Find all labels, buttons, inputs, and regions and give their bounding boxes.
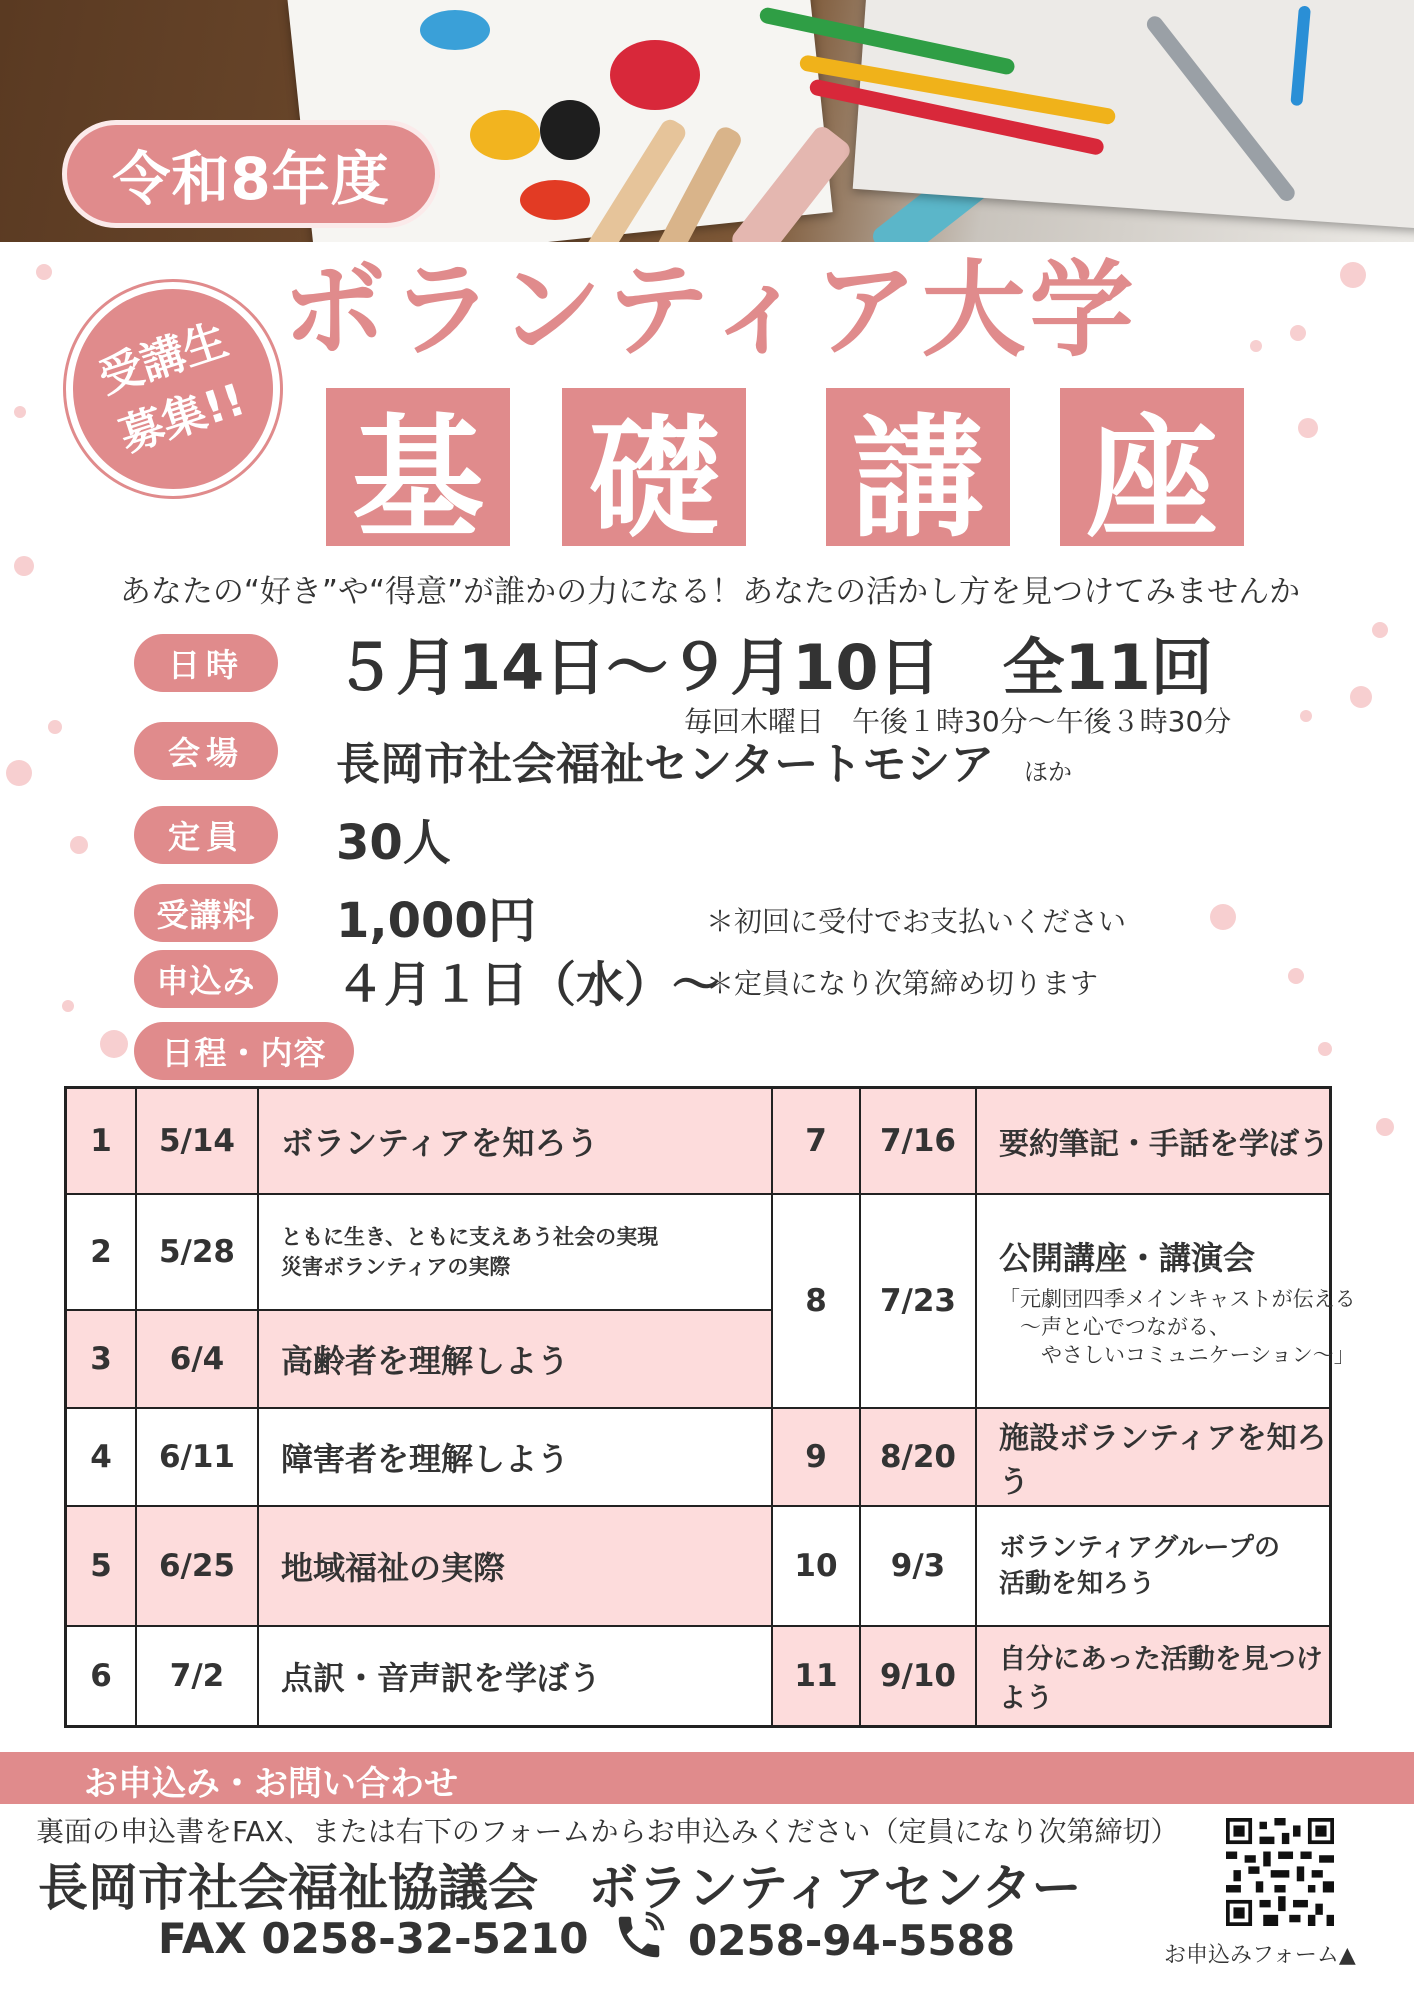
row-6-date: 7/2 bbox=[137, 1627, 259, 1725]
row-7-title: 要約筆記・手話を学ぼう bbox=[977, 1089, 1329, 1195]
application-label: 申込み bbox=[134, 950, 278, 1008]
application-note: ＊定員になり次第締め切ります bbox=[706, 967, 1099, 1000]
date-value: ５月14日〜９月10日 全11回 bbox=[334, 631, 1213, 704]
recruit-badge bbox=[38, 254, 308, 524]
year-badge: 令和8年度 bbox=[62, 120, 440, 228]
schedule-table bbox=[64, 1086, 1356, 1728]
row-6-no: 6 bbox=[67, 1627, 137, 1725]
row-2-title-line1: ともに生き、ともに支えあう社会の実現 bbox=[281, 1225, 659, 1249]
main-title: ボランティア大学 bbox=[282, 249, 1138, 371]
row-11-title: 自分にあった活動を見つけよう bbox=[977, 1627, 1329, 1725]
row-9-no: 9 bbox=[773, 1409, 861, 1507]
subtitle-char-3: 講 bbox=[826, 388, 1010, 546]
row-1-no: 1 bbox=[67, 1089, 137, 1195]
row-7-date: 7/16 bbox=[861, 1089, 977, 1195]
row-9-title: 施設ボランティアを知ろう bbox=[977, 1409, 1329, 1507]
row-1-title: ボランティアを知ろう bbox=[259, 1089, 773, 1195]
qr-caption: お申込みフォーム▲ bbox=[1164, 1943, 1356, 1968]
row-3-no: 3 bbox=[67, 1311, 137, 1409]
decor-dot bbox=[1290, 325, 1306, 341]
subtitle-char-1: 基 bbox=[326, 388, 510, 546]
row-10-title-line1: ボランティアグループの bbox=[999, 1533, 1281, 1563]
decor-dot bbox=[14, 556, 34, 576]
paint-blob-blue bbox=[420, 10, 490, 50]
decor-dot bbox=[1318, 1042, 1332, 1056]
row-8-date: 7/23 bbox=[861, 1195, 977, 1409]
recruit-badge-line1: 受講生 bbox=[92, 314, 234, 404]
venue-suffix: ほか bbox=[1024, 758, 1072, 786]
qr-code-icon[interactable] bbox=[1226, 1818, 1334, 1926]
row-10-title-line2: 活動を知ろう bbox=[999, 1569, 1156, 1599]
venue-value: 長岡市社会福祉センタートモシア bbox=[336, 739, 995, 790]
organization-name: 長岡市社会福祉協議会 ボランティアセンター bbox=[38, 1859, 1082, 1917]
row-5-title: 地域福祉の実際 bbox=[259, 1507, 773, 1627]
fee-label: 受講料 bbox=[134, 884, 278, 942]
capacity-label: 定員 bbox=[134, 806, 278, 864]
paint-blob-orange bbox=[520, 180, 590, 220]
row-8-content bbox=[977, 1195, 1356, 1409]
fax-number: FAX 0258-32-5210 bbox=[158, 1914, 589, 1963]
row-6-title: 点訳・音声訳を学ぼう bbox=[259, 1627, 773, 1725]
decor-dot bbox=[1300, 710, 1312, 722]
decor-dot bbox=[1372, 622, 1388, 638]
row-10-no: 10 bbox=[773, 1507, 861, 1627]
application-value: ４月１日（水）〜 bbox=[336, 957, 721, 1013]
row-11-no: 11 bbox=[773, 1627, 861, 1725]
tel-number: 0258-94-5588 bbox=[688, 1916, 1016, 1965]
subtitle-char-4: 座 bbox=[1060, 388, 1244, 546]
row-8-no: 8 bbox=[773, 1195, 861, 1409]
fee-value: 1,000円 bbox=[336, 893, 536, 949]
paint-blob-black bbox=[540, 100, 600, 160]
row-5-no: 5 bbox=[67, 1507, 137, 1627]
row-10-title bbox=[977, 1507, 1329, 1627]
row-2-no: 2 bbox=[67, 1195, 137, 1311]
tagline: あなたの“好き”や“得意”が誰かの力になる！あなたの活かし方を見つけてみませんか bbox=[119, 574, 1301, 610]
decor-dot bbox=[1340, 262, 1366, 288]
contact-note: 裏面の申込書をFAX、または右下のフォームからお申込みください（定員になり次第締切） bbox=[36, 1815, 1179, 1848]
venue-label: 会場 bbox=[134, 722, 278, 780]
decor-dot bbox=[1350, 686, 1372, 708]
decor-dot bbox=[48, 720, 62, 734]
row-1-date: 5/14 bbox=[137, 1089, 259, 1195]
row-4-title: 障害者を理解しよう bbox=[259, 1409, 773, 1507]
contact-heading: お申込み・お問い合わせ bbox=[84, 1764, 458, 1804]
row-9-date: 8/20 bbox=[861, 1409, 977, 1507]
row-10-date: 9/3 bbox=[861, 1507, 977, 1627]
decor-dot bbox=[14, 406, 26, 418]
date-label: 日時 bbox=[134, 634, 278, 692]
schedule-label: 日程・内容 bbox=[134, 1022, 354, 1080]
decor-dot bbox=[62, 1000, 74, 1012]
row-8-detail: 「元劇団四季メインキャストが伝える 〜声と心でつながる、 やさしいコミュニケーション〜」 bbox=[999, 1287, 1356, 1367]
row-7-no: 7 bbox=[773, 1089, 861, 1195]
subtitle-char-2: 礎 bbox=[562, 388, 746, 546]
date-detail: 毎回木曜日 午後１時30分〜午後３時30分 bbox=[684, 705, 1232, 738]
decor-dot bbox=[1288, 968, 1304, 984]
paint-blob-yellow bbox=[470, 110, 540, 160]
decor-dot bbox=[70, 836, 88, 854]
decor-dot bbox=[36, 264, 52, 280]
row-3-title: 高齢者を理解しよう bbox=[259, 1311, 773, 1409]
decor-dot bbox=[1376, 1118, 1394, 1136]
paint-blob-red bbox=[610, 40, 700, 110]
decor-dot bbox=[1298, 418, 1318, 438]
row-3-date: 6/4 bbox=[137, 1311, 259, 1409]
recruit-badge-line2: 募集!! bbox=[113, 373, 252, 463]
row-2-date: 5/28 bbox=[137, 1195, 259, 1311]
row-5-date: 6/25 bbox=[137, 1507, 259, 1627]
row-8-title: 公開講座・講演会 bbox=[999, 1239, 1256, 1277]
capacity-value: 30人 bbox=[336, 815, 451, 871]
row-4-date: 6/11 bbox=[137, 1409, 259, 1507]
row-11-date: 9/10 bbox=[861, 1627, 977, 1725]
phone-icon bbox=[612, 1910, 666, 1964]
decor-dot bbox=[6, 760, 32, 786]
fee-note: ＊初回に受付でお支払いください bbox=[706, 905, 1127, 938]
row-2-title bbox=[259, 1195, 773, 1311]
decor-dot bbox=[100, 1030, 128, 1058]
row-2-title-line2: 災害ボランティアの実際 bbox=[281, 1255, 511, 1279]
decor-dot bbox=[1210, 904, 1236, 930]
row-4-no: 4 bbox=[67, 1409, 137, 1507]
